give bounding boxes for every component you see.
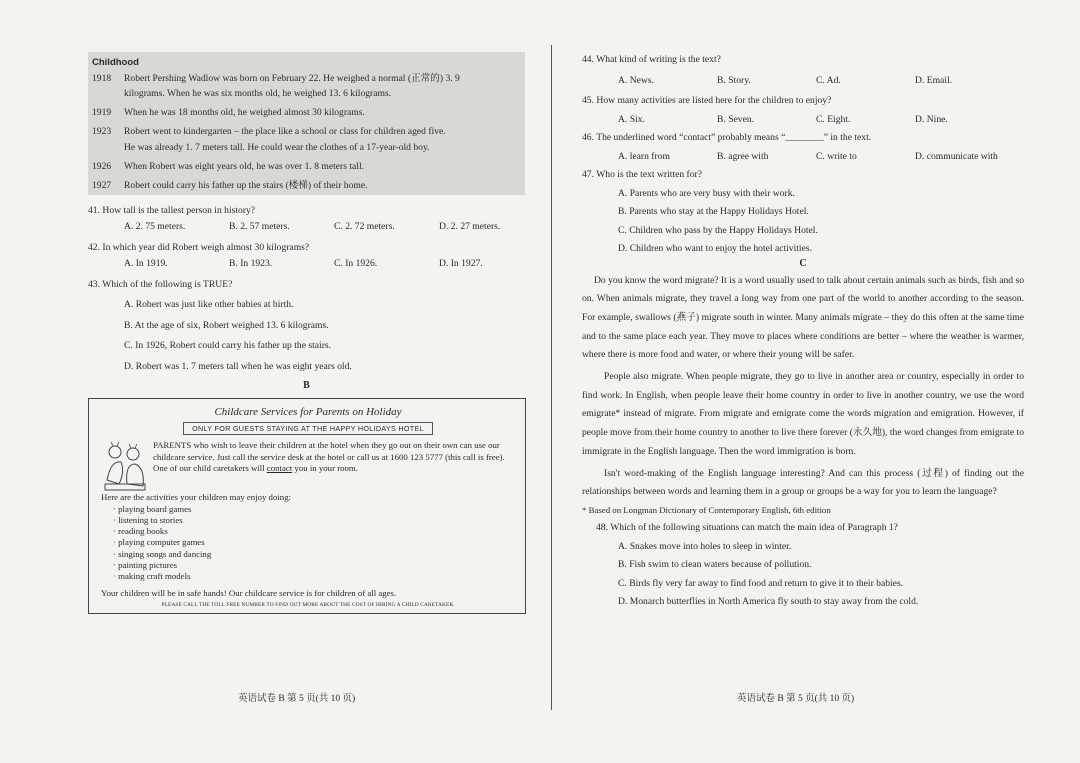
list-item: · making craft models — [113, 571, 191, 582]
question-stem: 41. How tall is the tallest person in history? — [88, 204, 256, 216]
notice-footer: Your children will be in safe hands! Our childcare service is for children of all ages. — [101, 588, 397, 599]
notice-text: One of our child caretakers will — [153, 462, 267, 473]
question-41 — [88, 205, 525, 233]
option-c[interactable]: C. Birds fly very far away to find food and return to give it to their babies. — [618, 577, 904, 589]
options — [582, 114, 1024, 126]
row-year: 1927 — [92, 179, 112, 191]
question-46 — [582, 132, 1024, 162]
options — [582, 75, 1024, 87]
question-45 — [582, 95, 1024, 125]
option-d[interactable]: D. 2. 27 meters. — [439, 221, 501, 233]
notice-text: you in your room. — [292, 462, 358, 473]
option-b[interactable]: B. At the age of six, Robert weighed 13. 6 kilograms. — [124, 319, 329, 331]
list-item: · painting pictures — [113, 559, 178, 570]
question-48 — [582, 522, 1024, 608]
column-divider — [551, 45, 552, 710]
option-d[interactable]: D. Monarch butterflies in North America fly south to stay away from the cold. — [618, 596, 919, 608]
options — [88, 258, 525, 270]
reading-passage — [582, 272, 1024, 502]
children-illustration-icon — [101, 440, 149, 492]
section-c-heading: C — [799, 257, 807, 269]
question-stem: 48. Which of the following situations can match the main idea of Paragraph 1? — [596, 522, 898, 534]
footnote: * Based on Longman Dictionary of Contemporary English, 6th edition — [582, 504, 831, 515]
question-stem: 43. Which of the following is TRUE? — [88, 278, 233, 290]
passage-paragraph-2: People also migrate. When people migrate, they go to live in another area or country, especially in order to find work. In English, when people leave their home country in order to live in another country, we use the word emigrate* instead of migrate. From migrate and emigrate come the words migration and emigration. However, if people move from their home country to another to live there forever (永久地), the word changes from emigrate to immigrate in the English language. Then the word immigration is born. — [582, 371, 1024, 457]
passage-paragraph-1: Do you know the word migrate? It is a word usually used to talk about certain animals such as birds, fish and so on. When animals migrate, they travel a long way from one part of the world to another according to the season. For example, swallows (燕子) migrate south in winter. Many animals migrate – they do this often at the same time and to the same place each year. They move to places where conditions are better – where the weather is warmer, where there is more food and water, or where their young will be safer. — [582, 274, 1024, 361]
option-d[interactable]: D. Robert was 1. 7 meters tall when he was eight years old. — [124, 360, 352, 372]
option-c[interactable]: C. 2. 72 meters. — [334, 221, 395, 233]
right-column — [582, 52, 1024, 614]
notice-paragraph: PARENTS who wish to leave their children at the hotel when they go out on their own can use our childcare service. Just call the service desk at the hotel or call us at 1600 123 5777 (this call is free). — [153, 440, 505, 462]
option-d[interactable]: D. In 1927. — [439, 258, 483, 270]
list-item: · playing board games — [113, 503, 192, 514]
row-text: Robert Pershing Wadlow was born on February 22. He weighed a normal (正常的) 3. 9 — [124, 73, 460, 85]
question-stem: 46. The underlined word “contact” probably means “________” in the text. — [582, 132, 872, 143]
childhood-table — [88, 52, 525, 195]
question-44 — [582, 54, 1024, 86]
option-b[interactable]: B. In 1923. — [229, 258, 273, 270]
childhood-row — [92, 126, 521, 156]
option-a[interactable]: A. Six. — [618, 113, 645, 125]
option-c[interactable]: C. write to — [816, 150, 857, 162]
row-year: 1926 — [92, 160, 112, 172]
activities-list — [101, 504, 515, 583]
question-stem: 47. Who is the text written for? — [582, 169, 702, 180]
option-d[interactable]: D. Children who want to enjoy the hotel activities. — [618, 243, 812, 254]
option-b[interactable]: B. Story. — [717, 74, 751, 86]
option-d[interactable]: D. Email. — [915, 74, 953, 86]
passage-paragraph-3: Isn't word-making of the English language interesting? And can this process (过程) of finding out the relationships between words and learning them in a group or groups be a way for you to learn the language? — [582, 467, 1024, 498]
option-a[interactable]: A. Parents who are very busy with their work. — [618, 187, 795, 199]
question-42 — [88, 242, 525, 270]
option-c[interactable]: C. Eight. — [816, 113, 851, 125]
row-year: 1923 — [92, 126, 112, 138]
list-item: · singing songs and dancing — [113, 548, 212, 559]
row-text: kilograms. When he was six months old, he weighed 13. 6 kilograms. — [124, 88, 392, 100]
row-year: 1919 — [92, 107, 112, 119]
options — [88, 221, 525, 233]
question-stem: 42. In which year did Robert weigh almost 30 kilograms? — [88, 241, 310, 253]
section-b-heading: B — [303, 380, 310, 392]
row-text: When he was 18 months old, he weighed almost 30 kilograms. — [124, 107, 365, 119]
option-c[interactable]: C. Children who pass by the Happy Holidays Hotel. — [618, 224, 818, 236]
question-stem: 44. What kind of writing is the text? — [582, 54, 721, 65]
childhood-row — [92, 161, 521, 176]
option-c[interactable]: C. Ad. — [816, 74, 841, 86]
childhood-title: Childhood — [92, 57, 139, 68]
row-text: When Robert was eight years old, he was over 1. 8 meters tall. — [124, 160, 365, 172]
question-stem: 45. How many activities are listed here for the children to enjoy? — [582, 95, 832, 106]
list-item: · reading books — [113, 526, 168, 537]
question-43 — [88, 279, 525, 373]
notice-small-print: PLEASE CALL THE TOLL FREE NUMBER TO FIND OUT MORE ABOUT THE COST OF HIRING A CHILD CARETAKER. — [161, 601, 455, 608]
option-b[interactable]: B. Parents who stay at the Happy Holidays Hotel. — [618, 206, 809, 217]
row-text: He was already 1. 7 meters tall. He could wear the clothes of a 17-year-old boy. — [124, 141, 430, 153]
childhood-row — [92, 180, 521, 191]
question-47 — [582, 169, 1024, 255]
option-b[interactable]: B. Seven. — [717, 113, 755, 125]
option-a[interactable]: A. News. — [618, 74, 654, 86]
list-item: · listening to stories — [113, 514, 183, 525]
left-column — [88, 52, 525, 614]
activities-intro: Here are the activities your children may enjoy doing: — [101, 492, 292, 503]
option-a[interactable]: A. 2. 75 meters. — [124, 221, 186, 233]
notice-title: Childcare Services for Parents on Holiday — [214, 406, 402, 419]
option-c[interactable]: C. In 1926. — [334, 258, 378, 270]
option-b[interactable]: B. 2. 57 meters. — [229, 221, 290, 233]
options — [582, 151, 1024, 163]
row-year: 1918 — [92, 73, 112, 85]
option-a[interactable]: A. Robert was just like other babies at birth. — [124, 299, 294, 311]
page-footer-right: 英语试卷 B 第 5 页(共 10 页) — [737, 694, 855, 704]
list-item: · playing computer games — [113, 537, 205, 548]
option-a[interactable]: A. learn from — [618, 150, 670, 162]
option-d[interactable]: D. Nine. — [915, 113, 948, 125]
childcare-notice — [88, 398, 526, 613]
contact-link: contact — [266, 462, 293, 473]
page-footer-left: 英语试卷 B 第 5 页(共 10 页) — [238, 694, 356, 704]
row-text: Robert went to kindergarten – the place like a school or class for children aged five. — [124, 126, 446, 138]
option-b[interactable]: B. Fish swim to clean waters because of pollution. — [618, 559, 812, 571]
option-a[interactable]: A. Snakes move into holes to sleep in winter. — [618, 540, 792, 552]
childhood-row — [92, 107, 521, 122]
option-a[interactable]: A. In 1919. — [124, 258, 168, 270]
row-text: Robert could carry his father up the stairs (楼梯) of their home. — [124, 179, 368, 191]
notice-subtitle: ONLY FOR GUESTS STAYING AT THE HAPPY HOLIDAYS HOTEL — [183, 422, 433, 435]
childhood-row — [92, 73, 521, 103]
option-b[interactable]: B. agree with — [717, 150, 769, 162]
option-d[interactable]: D. communicate with — [915, 150, 998, 162]
option-c[interactable]: C. In 1926, Robert could carry his father up the stairs. — [124, 340, 332, 352]
